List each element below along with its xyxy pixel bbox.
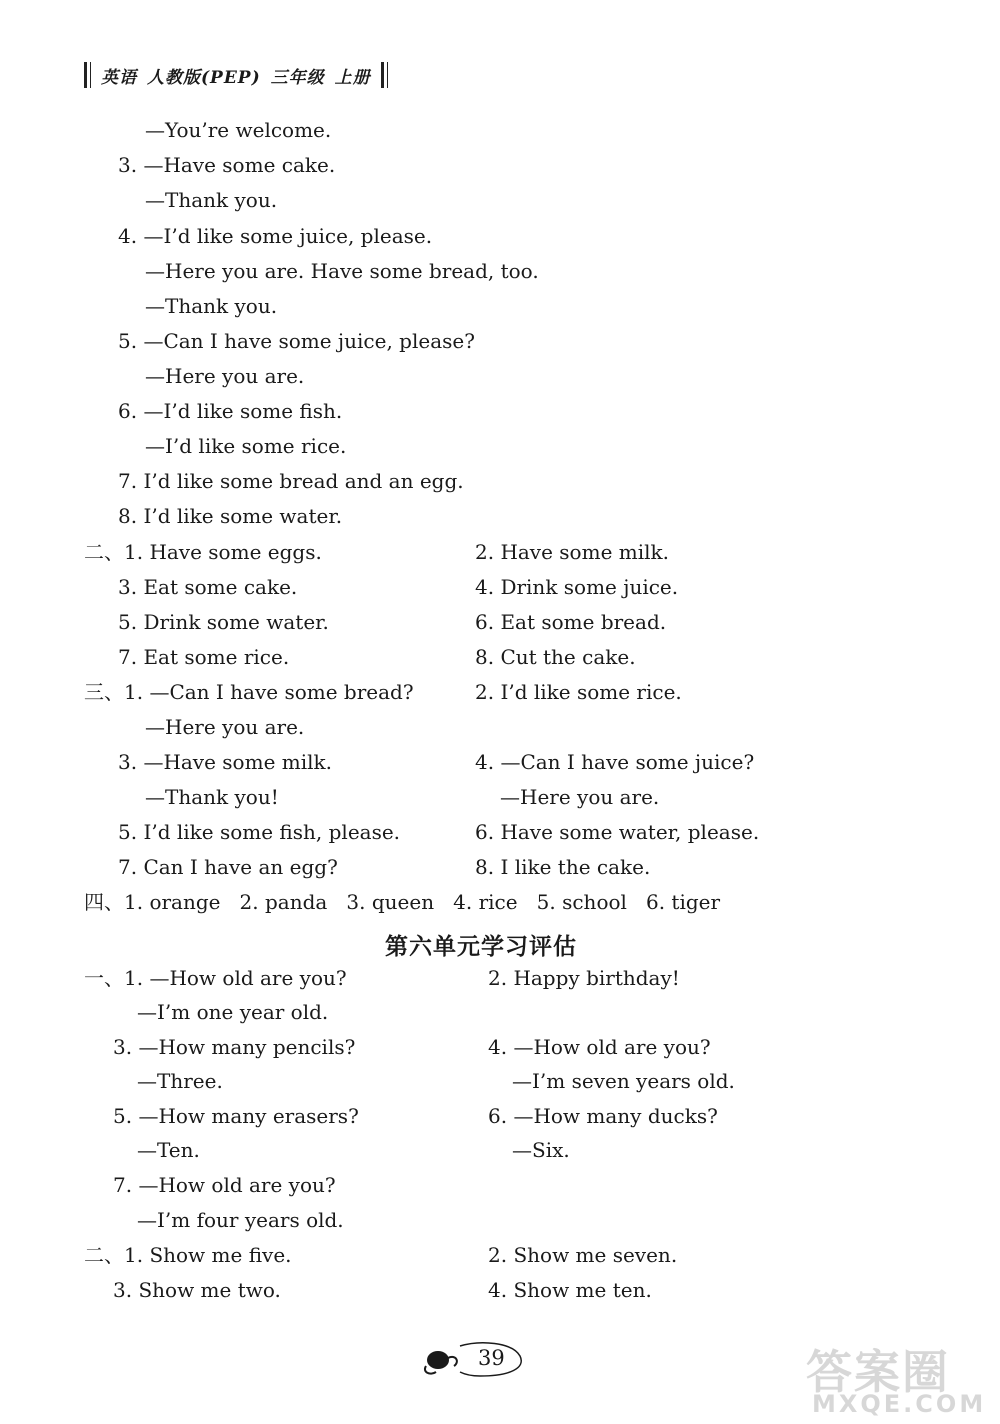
answer-line: 6. Eat some bread. [475,610,667,634]
answer-line: —You’re welcome. [145,118,332,142]
footer-ornament-icon [420,1336,530,1382]
answer-line: 5. —Can I have some juice, please? [118,329,475,353]
answer-line: —Thank you. [145,294,278,318]
answer-line: 3. —How many pencils? [113,1035,356,1059]
answer-line: 二、1. Show me five. [84,1243,292,1267]
page-footer [420,1336,530,1382]
answer-line: 4. Drink some juice. [475,575,679,599]
answer-line: 2. Show me seven. [488,1243,678,1267]
answer-line: 3. —Have some milk. [118,750,332,774]
answer-line: —I’m seven years old. [512,1069,735,1093]
header-bar-right [381,62,384,88]
answer-line: 7. Eat some rice. [118,645,290,669]
answer-line: 4. —How old are you? [488,1035,711,1059]
answer-line: 7. —How old are you? [113,1173,336,1197]
watermark-url: MXQE.COM [812,1390,987,1418]
answer-line: —Here you are. [500,785,660,809]
header-bar-left [84,62,87,88]
header-subject: 英语 [101,67,137,88]
answer-line: 6. —How many ducks? [488,1104,718,1128]
section-title: 第六单元学习评估 [385,934,577,960]
answer-line: 2. Have some milk. [475,540,669,564]
answer-line: —Thank you! [145,785,279,809]
answer-line: 4. —Can I have some juice? [475,750,755,774]
answer-line: 一、1. —How old are you? [84,966,347,990]
answer-line: 4. Show me ten. [488,1278,652,1302]
answer-line: 3. Show me two. [113,1278,281,1302]
watermark-logo: 答案圈 [806,1345,950,1399]
watermark [806,1336,996,1420]
answer-line: —Here you are. Have some bread, too. [145,259,539,283]
answer-line: 7. I’d like some bread and an egg. [118,469,464,493]
answer-line: 3. —Have some cake. [118,153,336,177]
answer-line: 四、1. orange 2. panda 3. queen 4. rice 5. school 6. tiger [84,890,721,914]
answer-line: —Ten. [137,1138,200,1162]
answer-line: 4. —I’d like some juice, please. [118,224,433,248]
answer-line: 5. —How many erasers? [113,1104,359,1128]
answer-line: 5. I’d like some fish, please. [118,820,401,844]
header-volume: 上册 [334,67,371,88]
header-bar-left-thin [90,62,91,88]
answer-line: —I’m one year old. [137,1000,329,1024]
answer-line: 2. I’d like some rice. [475,680,682,704]
answer-line: 3. Eat some cake. [118,575,298,599]
answer-line: —Six. [512,1138,570,1162]
header-bar-right-thin [387,62,388,88]
answer-line: 8. I’d like some water. [118,504,343,528]
answer-line: 三、1. —Can I have some bread? [84,680,414,704]
answer-line: 8. Cut the cake. [475,645,636,669]
header-grade: 三年级 [270,67,325,88]
answer-line: 6. Have some water, please. [475,820,760,844]
answer-line: —I’m four years old. [137,1208,344,1232]
answer-line: —Three. [137,1069,223,1093]
header-edition: 人教版(PEP) [147,67,261,88]
answer-line: 7. Can I have an egg? [118,855,338,879]
answer-line: 5. Drink some water. [118,610,329,634]
page-number: 39 [478,1346,505,1370]
answer-line: 二、1. Have some eggs. [84,540,322,564]
answer-line: —I’d like some rice. [145,434,347,458]
answer-line: —Here you are. [145,364,305,388]
answer-line: 2. Happy birthday! [488,966,680,990]
answer-line: —Here you are. [145,715,305,739]
answer-line: 6. —I’d like some fish. [118,399,343,423]
answer-line: —Thank you. [145,188,278,212]
page-header [84,62,388,88]
answer-line: 8. I like the cake. [475,855,651,879]
